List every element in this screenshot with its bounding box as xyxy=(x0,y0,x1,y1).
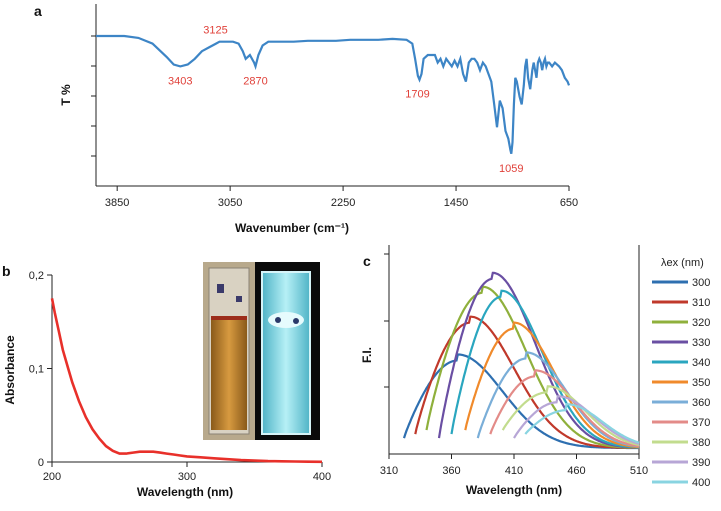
legend-label-300: 300 xyxy=(692,277,711,289)
panel-a-peak-label: 1059 xyxy=(499,162,524,175)
panel-a-peak-label: 2870 xyxy=(243,75,268,88)
panel-b-x-tick-label: 400 xyxy=(312,471,332,483)
legend-label-340: 340 xyxy=(692,357,711,369)
panel-b-y-tick-labels xyxy=(29,270,52,469)
panel-a-x-tick-labels xyxy=(105,186,578,209)
panel-b-y-tick-label: 0,2 xyxy=(28,270,44,282)
panel-b-x-tick-label: 200 xyxy=(42,471,62,483)
panel-a-peak-label: 1709 xyxy=(405,88,430,101)
cuvette-photo-inset xyxy=(203,262,320,440)
legend-label-400: 400 xyxy=(692,477,711,489)
panel-a-letter: a xyxy=(34,3,42,19)
legend-label-390: 390 xyxy=(692,457,711,469)
panel-c-x-tick-label: 410 xyxy=(504,465,524,477)
panel-a xyxy=(34,3,578,235)
panel-a-peak-label: 3125 xyxy=(203,24,228,37)
panel-a-x-tick-label: 2250 xyxy=(330,197,356,209)
panel-b-y-label: Absorbance xyxy=(3,335,17,405)
legend-label-320: 320 xyxy=(692,317,711,329)
panel-a-x-label: Wavenumber (cm⁻¹) xyxy=(235,221,349,235)
panel-c-x-tick-label: 310 xyxy=(379,465,399,477)
panel-c-x-tick-labels xyxy=(380,454,648,477)
panel-c-y-label: F.I. xyxy=(360,346,374,364)
legend-label-310: 310 xyxy=(692,297,711,309)
panel-a-x-tick-label: 3050 xyxy=(217,197,243,209)
panel-b-y-tick-label: 0 xyxy=(37,457,44,469)
panel-c-x-tick-label: 360 xyxy=(442,465,461,477)
legend-label-380: 380 xyxy=(692,437,711,449)
panel-c xyxy=(360,245,710,497)
legend-title: λex (nm) xyxy=(661,257,704,269)
panel-a-y-ticks xyxy=(91,36,96,156)
panel-c-y-ticks xyxy=(384,254,389,387)
legend-label-360: 360 xyxy=(692,397,711,409)
legend-label-370: 370 xyxy=(692,417,711,429)
panel-b-x-tick-labels xyxy=(43,462,331,483)
uv-cuvette xyxy=(262,272,310,434)
panel-b-letter: b xyxy=(2,263,11,279)
panel-a-annotations xyxy=(168,25,523,175)
panel-c-letter: c xyxy=(363,253,371,269)
legend-label-350: 350 xyxy=(692,377,711,389)
legend-label-330: 330 xyxy=(692,337,711,349)
legend-items xyxy=(652,277,710,489)
panel-b-y-tick-label: 0,1 xyxy=(28,363,44,376)
panel-c-emission-lines xyxy=(404,273,639,448)
panel-c-x-tick-label: 460 xyxy=(567,465,586,477)
panel-a-ir-line xyxy=(96,36,569,154)
panel-a-x-tick-label: 650 xyxy=(559,197,579,209)
panel-a-x-tick-label: 3850 xyxy=(104,197,130,209)
panel-c-legend xyxy=(652,257,710,489)
panel-a-peak-label: 3403 xyxy=(168,75,193,88)
panel-b-x-tick-label: 300 xyxy=(177,471,197,483)
panel-a-y-label: T % xyxy=(59,84,73,106)
panel-b xyxy=(2,262,331,499)
panel-c-x-label: Wavelength (nm) xyxy=(465,483,563,497)
panel-a-x-tick-label: 1450 xyxy=(443,197,469,209)
panel-b-x-label: Wavelength (nm) xyxy=(136,485,234,499)
panel-c-x-tick-label: 510 xyxy=(629,465,649,477)
